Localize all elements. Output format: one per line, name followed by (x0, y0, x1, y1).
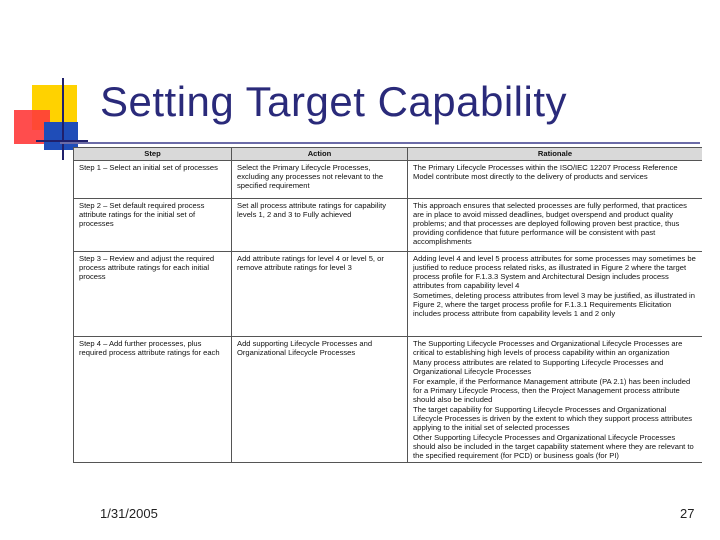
slide-title: Setting Target Capability (100, 78, 567, 125)
header-rationale: Rationale (408, 148, 703, 161)
process-table-container (73, 147, 702, 497)
process-table (73, 147, 702, 463)
table-row (74, 161, 703, 199)
cell-action: Add attribute ratings for level 4 or level 5, or remove attribute ratings for level 3 (232, 252, 408, 337)
rationale-paragraph: Many process attributes are related to Supporting Lifecycle Processes and Organizational Lifecycle Processes (413, 358, 664, 376)
cell-rationale (408, 337, 703, 463)
rationale-paragraph: The target capability for Supporting Lifecycle Processes and Organizational Lifecycle Processes is driven by the extent to which they support process attributes applying to the initial set of selected processes (413, 405, 692, 432)
title-underline (60, 142, 700, 144)
rationale-paragraph: Adding level 4 and level 5 process attributes for some processes may sometimes be justified to reduce process related risks, as illustrated in Figure 2 where the target process profile for F.1.3.3 System and Architectural Design includes process attributes from capability level 4 (413, 254, 696, 290)
cell-rationale (408, 252, 703, 337)
rationale-paragraph: This approach ensures that selected processes are fully performed, that practices are in place to avoid missed deadlines, budget overspend and product quality problems; and that processes are deployed following proven best practice, thus providing confidence that future performance will be consistent with past accomplishments (413, 201, 687, 246)
cell-step: Step 1 – Select an initial set of processes (74, 161, 232, 199)
cell-rationale (408, 161, 703, 199)
table-row (74, 252, 703, 337)
cell-rationale (408, 199, 703, 252)
logo-vertical-line (62, 78, 64, 160)
rationale-paragraph: The Supporting Lifecycle Processes and Organizational Lifecycle Processes are critical to establishing high levels of process capability within an organization (413, 339, 683, 357)
page-number: 27 (680, 506, 695, 521)
header-step: Step (74, 148, 232, 161)
table-row (74, 337, 703, 463)
cell-step: Step 4 – Add further processes, plus required process attribute ratings for each (74, 337, 232, 463)
table-row (74, 199, 703, 252)
header-action: Action (232, 148, 408, 161)
cell-action: Set all process attribute ratings for capability levels 1, 2 and 3 to Fully achieved (232, 199, 408, 252)
rationale-paragraph: The Primary Lifecycle Processes within the ISO/IEC 12207 Process Reference Model contribute most directly to the delivery of products and services (413, 163, 678, 181)
cell-action: Select the Primary Lifecycle Processes, excluding any processes not relevant to the specified requirement (232, 161, 408, 199)
footer-date: 1/31/2005 (100, 506, 158, 521)
rationale-paragraph: Sometimes, deleting process attributes from level 3 may be justified, as illustrated in Figure 2, where the target process profile for F.1.3.1 Requirements Elicitation includes process attribute from capability levels 1 and 2 only (413, 291, 695, 318)
table-header-row (74, 148, 703, 161)
cell-step: Step 2 – Set default required process attribute ratings for the initial set of processes (74, 199, 232, 252)
cell-step: Step 3 – Review and adjust the required process attribute ratings for each initial process (74, 252, 232, 337)
cell-action: Add supporting Lifecycle Processes and Organizational Lifecycle Processes (232, 337, 408, 463)
rationale-paragraph: Other Supporting Lifecycle Processes and Organizational Lifecycle Processes should also be included in the target capability statement where they are relevant to the specified requirement (for PCD) or business goals (for PI) (413, 433, 694, 460)
logo-square-blue (44, 122, 78, 150)
rationale-paragraph: For example, if the Performance Management attribute (PA 2.1) has been included for a Primary Lifecycle Process, then the Project Management process attribute should also be included (413, 377, 691, 404)
